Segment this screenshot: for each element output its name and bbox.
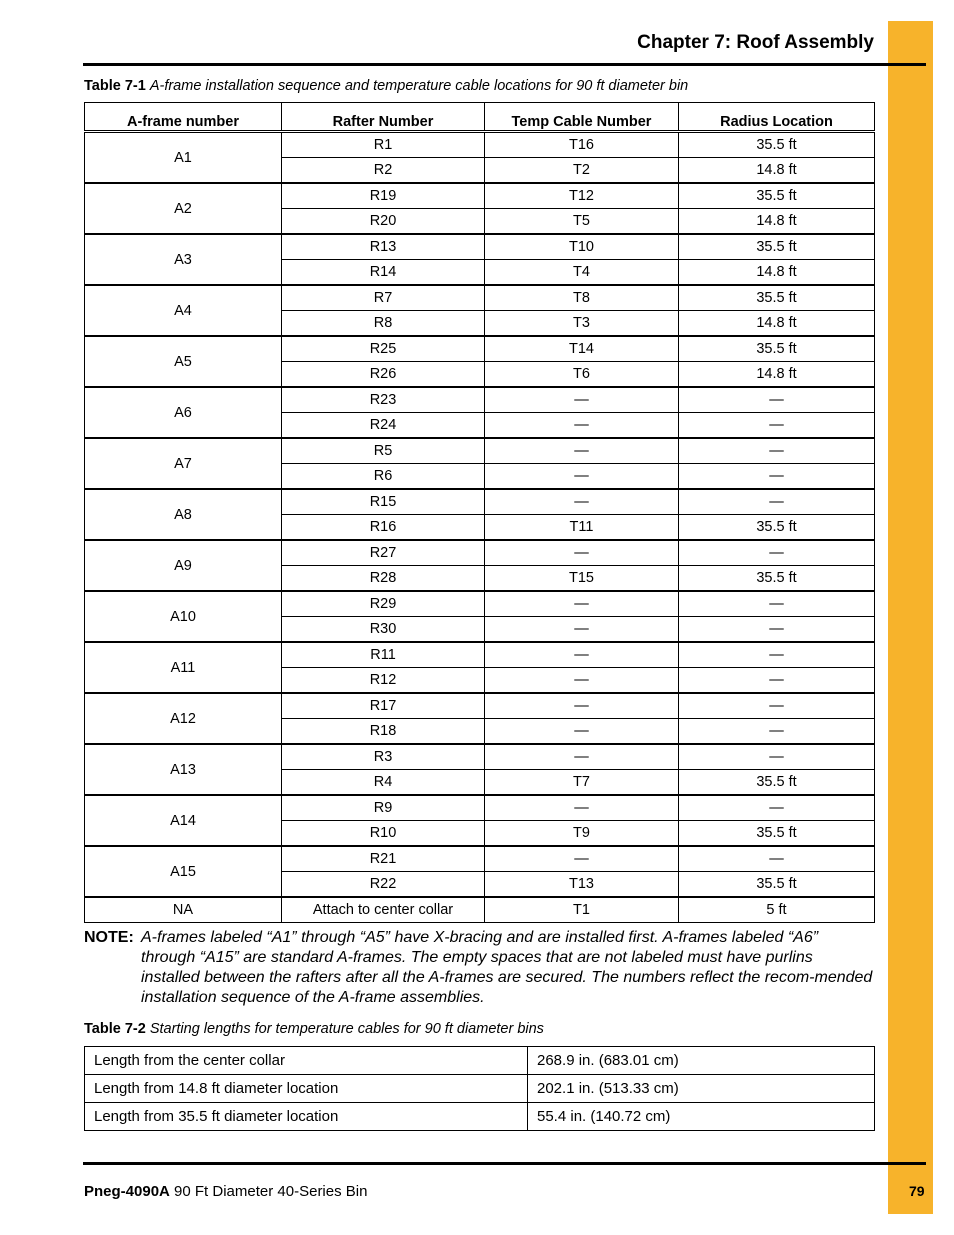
aframe-cell: A10 (85, 591, 282, 642)
temp-cable-cell: T8 (485, 285, 679, 311)
rafter-cell: Attach to center collar (282, 897, 485, 923)
table-row (85, 897, 875, 923)
doc-id: Pneg-4090A (84, 1183, 170, 1200)
table-label: Table 7-2 (84, 1021, 146, 1037)
table-row (85, 591, 875, 617)
aframe-cell: A6 (85, 387, 282, 438)
chapter-title: Chapter 7: Roof Assembly (637, 32, 874, 53)
rafter-cell: R8 (282, 311, 485, 337)
temp-cable-cell: T9 (485, 821, 679, 847)
table-row (85, 693, 875, 719)
table-header-row (85, 103, 875, 132)
radius-cell: 14.8 ft (679, 260, 875, 286)
temp-cable-cell: — (485, 591, 679, 617)
temp-cable-cell: T3 (485, 311, 679, 337)
temp-cable-cell: — (485, 693, 679, 719)
table-row (85, 1075, 875, 1103)
table-caption-text: A-frame installation sequence and temperature cable locations for 90 ft diameter bin (149, 78, 689, 94)
rafter-cell: R2 (282, 158, 485, 184)
radius-cell: 35.5 ft (679, 515, 875, 541)
rafter-cell: R19 (282, 183, 485, 209)
temp-cable-cell: — (485, 719, 679, 745)
rafter-cell: R6 (282, 464, 485, 490)
rafter-cell: R18 (282, 719, 485, 745)
temp-cable-cell: — (485, 617, 679, 643)
chapter-tab-bar (888, 21, 933, 1214)
radius-cell: — (679, 387, 875, 413)
temp-cable-cell: T6 (485, 362, 679, 388)
table-7-2-caption (84, 1021, 544, 1037)
rafter-cell: R20 (282, 209, 485, 235)
table-row (85, 795, 875, 821)
radius-cell: — (679, 438, 875, 464)
radius-cell: — (679, 795, 875, 821)
aframe-cell: A15 (85, 846, 282, 897)
radius-cell: — (679, 846, 875, 872)
temp-cable-cell: T10 (485, 234, 679, 260)
table-row (85, 489, 875, 515)
rafter-cell: R13 (282, 234, 485, 260)
rafter-cell: R14 (282, 260, 485, 286)
table-row (85, 846, 875, 872)
table-7-1-caption (84, 78, 688, 94)
temp-cable-cell: — (485, 413, 679, 439)
rafter-cell: R28 (282, 566, 485, 592)
temp-cable-cell: T12 (485, 183, 679, 209)
radius-cell: 35.5 ft (679, 132, 875, 158)
rafter-cell: R16 (282, 515, 485, 541)
table-body (85, 132, 875, 923)
note-block (84, 928, 874, 1008)
column-header: Temp Cable Number (485, 103, 679, 132)
aframe-cell: A2 (85, 183, 282, 234)
temp-cable-cell: — (485, 846, 679, 872)
rafter-cell: R23 (282, 387, 485, 413)
radius-cell: 35.5 ft (679, 285, 875, 311)
rafter-cell: R24 (282, 413, 485, 439)
rafter-cell: R12 (282, 668, 485, 694)
table-row (85, 1047, 875, 1075)
aframe-cell: A8 (85, 489, 282, 540)
temp-cable-cell: T1 (485, 897, 679, 923)
rafter-cell: R26 (282, 362, 485, 388)
aframe-cell: A14 (85, 795, 282, 846)
rafter-cell: R29 (282, 591, 485, 617)
rafter-cell: R11 (282, 642, 485, 668)
rafter-cell: R22 (282, 872, 485, 898)
aframe-cell: A3 (85, 234, 282, 285)
note-label: NOTE: (84, 929, 134, 946)
temp-cable-cell: T13 (485, 872, 679, 898)
rafter-cell: R1 (282, 132, 485, 158)
radius-cell: — (679, 464, 875, 490)
aframe-cell: A4 (85, 285, 282, 336)
temp-cable-cell: T2 (485, 158, 679, 184)
rafter-cell: R9 (282, 795, 485, 821)
rafter-cell: R3 (282, 744, 485, 770)
temp-cable-cell: T14 (485, 336, 679, 362)
radius-cell: 35.5 ft (679, 183, 875, 209)
radius-cell: 14.8 ft (679, 158, 875, 184)
header-rule (83, 63, 926, 66)
length-value-cell: 202.1 in. (513.33 cm) (528, 1075, 875, 1103)
radius-cell: 35.5 ft (679, 234, 875, 260)
rafter-cell: R27 (282, 540, 485, 566)
radius-cell: — (679, 642, 875, 668)
radius-cell: 35.5 ft (679, 770, 875, 796)
length-label-cell: Length from the center collar (85, 1047, 528, 1075)
table-body (85, 1047, 875, 1131)
radius-cell: 14.8 ft (679, 209, 875, 235)
table-row (85, 234, 875, 260)
rafter-cell: R4 (282, 770, 485, 796)
table-caption-text: Starting lengths for temperature cables for 90 ft diameter bins (149, 1021, 544, 1037)
temp-cable-cell: — (485, 795, 679, 821)
rafter-cell: R25 (282, 336, 485, 362)
rafter-cell: R5 (282, 438, 485, 464)
temp-cable-cell: T16 (485, 132, 679, 158)
temp-cable-cell: — (485, 464, 679, 490)
radius-cell: 14.8 ft (679, 311, 875, 337)
temp-cable-cell: T7 (485, 770, 679, 796)
radius-cell: — (679, 617, 875, 643)
aframe-cell: A1 (85, 132, 282, 184)
temp-cable-cell: T4 (485, 260, 679, 286)
aframe-cell: A11 (85, 642, 282, 693)
rafter-cell: R21 (282, 846, 485, 872)
temp-cable-cell: — (485, 642, 679, 668)
radius-cell: 35.5 ft (679, 566, 875, 592)
note-text: A-frames labeled “A1” through “A5” have X-bracing and are installed first. A-frames labeled “A6” through “A15” are standard A-frames. The empty spaces that are not labeled must have purlins installed between the rafters after all the A-frames are secured. The numbers reflect the recom-mended installation sequence of the A-frame assemblies. (141, 929, 873, 1006)
column-header: Radius Location (679, 103, 875, 132)
radius-cell: — (679, 693, 875, 719)
footer-doc-info (84, 1183, 367, 1200)
rafter-cell: R10 (282, 821, 485, 847)
aframe-cell: A13 (85, 744, 282, 795)
radius-cell: 14.8 ft (679, 362, 875, 388)
aframe-cell: A12 (85, 693, 282, 744)
table-row (85, 1103, 875, 1131)
temp-cable-cell: — (485, 744, 679, 770)
temp-cable-cell: — (485, 387, 679, 413)
rafter-cell: R7 (282, 285, 485, 311)
doc-title: 90 Ft Diameter 40-Series Bin (174, 1183, 368, 1200)
length-label-cell: Length from 14.8 ft diameter location (85, 1075, 528, 1103)
radius-cell: — (679, 489, 875, 515)
aframe-cell: NA (85, 897, 282, 923)
table-row (85, 132, 875, 158)
table-row (85, 744, 875, 770)
temp-cable-cell: — (485, 668, 679, 694)
table-label: Table 7-1 (84, 78, 146, 94)
table-row (85, 336, 875, 362)
length-value-cell: 55.4 in. (140.72 cm) (528, 1103, 875, 1131)
rafter-cell: R15 (282, 489, 485, 515)
aframe-sequence-table (84, 102, 875, 923)
radius-cell: — (679, 540, 875, 566)
column-header: Rafter Number (282, 103, 485, 132)
temp-cable-cell: — (485, 489, 679, 515)
table-row (85, 642, 875, 668)
aframe-cell: A9 (85, 540, 282, 591)
rafter-cell: R17 (282, 693, 485, 719)
radius-cell: — (679, 719, 875, 745)
length-value-cell: 268.9 in. (683.01 cm) (528, 1047, 875, 1075)
aframe-cell: A7 (85, 438, 282, 489)
column-header: A-frame number (85, 103, 282, 132)
temp-cable-cell: — (485, 540, 679, 566)
table-row (85, 183, 875, 209)
table-row (85, 438, 875, 464)
footer-rule (83, 1162, 926, 1165)
page-number: 79 (909, 1183, 925, 1199)
temp-cable-cell: T15 (485, 566, 679, 592)
table-row (85, 540, 875, 566)
radius-cell: 5 ft (679, 897, 875, 923)
radius-cell: 35.5 ft (679, 821, 875, 847)
radius-cell: — (679, 591, 875, 617)
radius-cell: — (679, 744, 875, 770)
temp-cable-cell: T5 (485, 209, 679, 235)
radius-cell: 35.5 ft (679, 872, 875, 898)
radius-cell: — (679, 413, 875, 439)
radius-cell: 35.5 ft (679, 336, 875, 362)
length-label-cell: Length from 35.5 ft diameter location (85, 1103, 528, 1131)
radius-cell: — (679, 668, 875, 694)
table-row (85, 285, 875, 311)
table-row (85, 387, 875, 413)
temp-cable-cell: T11 (485, 515, 679, 541)
temp-cable-cell: — (485, 438, 679, 464)
cable-lengths-table (84, 1046, 875, 1131)
aframe-cell: A5 (85, 336, 282, 387)
rafter-cell: R30 (282, 617, 485, 643)
